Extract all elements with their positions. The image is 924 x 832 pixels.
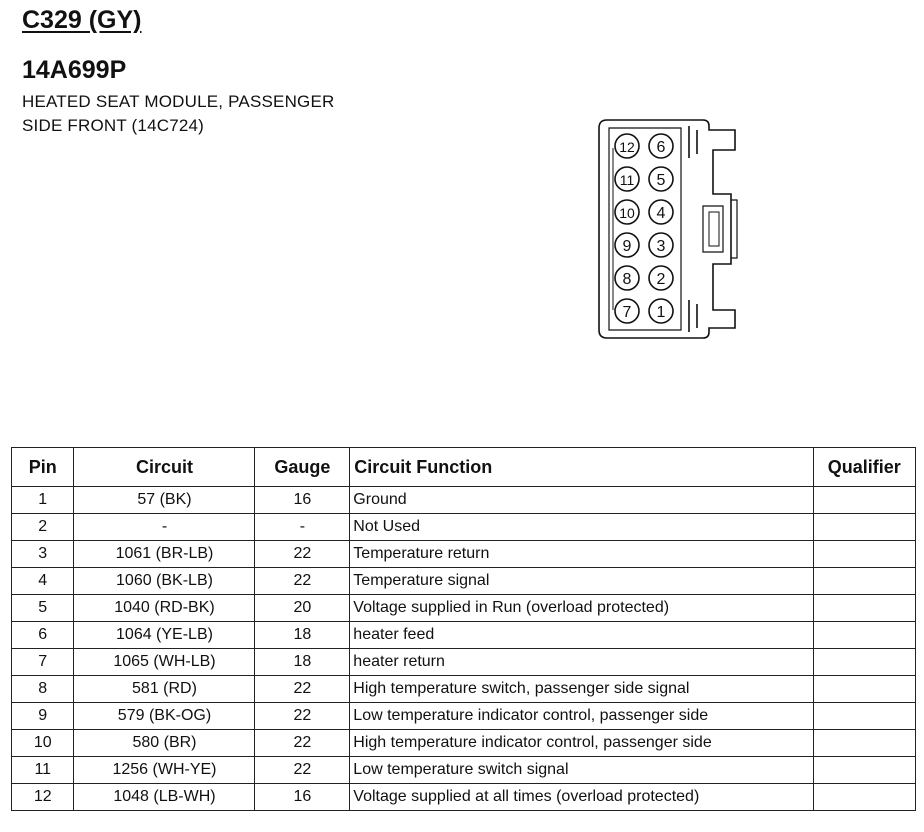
gauge-cell: 22: [255, 730, 350, 757]
header-qualifier: Qualifier: [813, 448, 915, 487]
qualifier-cell: [813, 487, 915, 514]
pin-cell: 11: [12, 757, 74, 784]
pin-9-label: 9: [622, 238, 632, 255]
qualifier-cell: [813, 730, 915, 757]
qualifier-cell: [813, 676, 915, 703]
pin-3-label: 3: [656, 238, 666, 255]
gauge-cell: 16: [255, 784, 350, 811]
pin-7-label: 7: [622, 304, 632, 321]
function-cell: Low temperature indicator control, passenger side: [350, 703, 813, 730]
table-header-row: [12, 448, 916, 487]
circuit-cell: 57 (BK): [74, 487, 255, 514]
gauge-cell: 22: [255, 757, 350, 784]
qualifier-cell: [813, 703, 915, 730]
gauge-cell: 18: [255, 622, 350, 649]
gauge-cell: 22: [255, 676, 350, 703]
header-gauge: Gauge: [255, 448, 350, 487]
pin-5-label: 5: [656, 172, 666, 189]
pin-4-label: 4: [656, 205, 666, 222]
pin-cell: 3: [12, 541, 74, 568]
circuit-cell: 1040 (RD-BK): [74, 595, 255, 622]
pin-cell: 6: [12, 622, 74, 649]
circuit-cell: 581 (RD): [74, 676, 255, 703]
pin-cell: 4: [12, 568, 74, 595]
pin-cell: 8: [12, 676, 74, 703]
connector-description-line-1: HEATED SEAT MODULE, PASSENGER: [22, 92, 335, 111]
function-cell: Temperature return: [350, 541, 813, 568]
function-cell: Not Used: [350, 514, 813, 541]
function-cell: heater feed: [350, 622, 813, 649]
gauge-cell: 20: [255, 595, 350, 622]
header-pin: Pin: [12, 448, 74, 487]
pinout-table: [11, 447, 916, 811]
circuit-cell: 1064 (YE-LB): [74, 622, 255, 649]
table-row: [12, 568, 916, 595]
function-cell: Ground: [350, 487, 813, 514]
pin-2-label: 2: [656, 271, 666, 288]
qualifier-cell: [813, 541, 915, 568]
circuit-cell: 1256 (WH-YE): [74, 757, 255, 784]
table-row: [12, 649, 916, 676]
function-cell: Temperature signal: [350, 568, 813, 595]
pin-cell: 2: [12, 514, 74, 541]
gauge-cell: 22: [255, 541, 350, 568]
table-row: [12, 703, 916, 730]
circuit-cell: 1048 (LB-WH): [74, 784, 255, 811]
qualifier-cell: [813, 568, 915, 595]
qualifier-cell: [813, 514, 915, 541]
table-row: [12, 757, 916, 784]
table-row: [12, 595, 916, 622]
pin-cell: 1: [12, 487, 74, 514]
table-row: [12, 541, 916, 568]
circuit-cell: 1061 (BR-LB): [74, 541, 255, 568]
qualifier-cell: [813, 622, 915, 649]
pin-10-label: 10: [619, 205, 635, 221]
connector-id-title: C329 (GY): [22, 6, 142, 34]
pin-cell: 9: [12, 703, 74, 730]
pin-cell: 7: [12, 649, 74, 676]
function-cell: Low temperature switch signal: [350, 757, 813, 784]
header-circuit-function: Circuit Function: [350, 448, 813, 487]
pin-cell: 12: [12, 784, 74, 811]
table-row: [12, 514, 916, 541]
pin-6-label: 6: [656, 139, 666, 156]
pin-11-label: 11: [619, 172, 635, 188]
connector-face-diagram: [585, 114, 755, 344]
gauge-cell: 22: [255, 703, 350, 730]
qualifier-cell: [813, 757, 915, 784]
connector-pins: [615, 134, 673, 323]
table-row: [12, 487, 916, 514]
part-number: 14A699P: [22, 56, 127, 84]
function-cell: Voltage supplied at all times (overload protected): [350, 784, 813, 811]
function-cell: heater return: [350, 649, 813, 676]
circuit-cell: 580 (BR): [74, 730, 255, 757]
pin-8-label: 8: [622, 271, 632, 288]
gauge-cell: -: [255, 514, 350, 541]
function-cell: Voltage supplied in Run (overload protected): [350, 595, 813, 622]
gauge-cell: 16: [255, 487, 350, 514]
table-row: [12, 622, 916, 649]
circuit-cell: -: [74, 514, 255, 541]
table-row: [12, 730, 916, 757]
header-circuit: Circuit: [74, 448, 255, 487]
qualifier-cell: [813, 784, 915, 811]
circuit-cell: 1065 (WH-LB): [74, 649, 255, 676]
circuit-cell: 1060 (BK-LB): [74, 568, 255, 595]
pin-cell: 10: [12, 730, 74, 757]
qualifier-cell: [813, 649, 915, 676]
pin-1-label: 1: [656, 304, 666, 321]
table-row: [12, 676, 916, 703]
table-row: [12, 784, 916, 811]
connector-description-line-2: SIDE FRONT (14C724): [22, 116, 205, 135]
pin-cell: 5: [12, 595, 74, 622]
pin-12-label: 12: [619, 139, 635, 155]
function-cell: High temperature indicator control, passenger side: [350, 730, 813, 757]
qualifier-cell: [813, 595, 915, 622]
function-cell: High temperature switch, passenger side signal: [350, 676, 813, 703]
gauge-cell: 18: [255, 649, 350, 676]
circuit-cell: 579 (BK-OG): [74, 703, 255, 730]
gauge-cell: 22: [255, 568, 350, 595]
